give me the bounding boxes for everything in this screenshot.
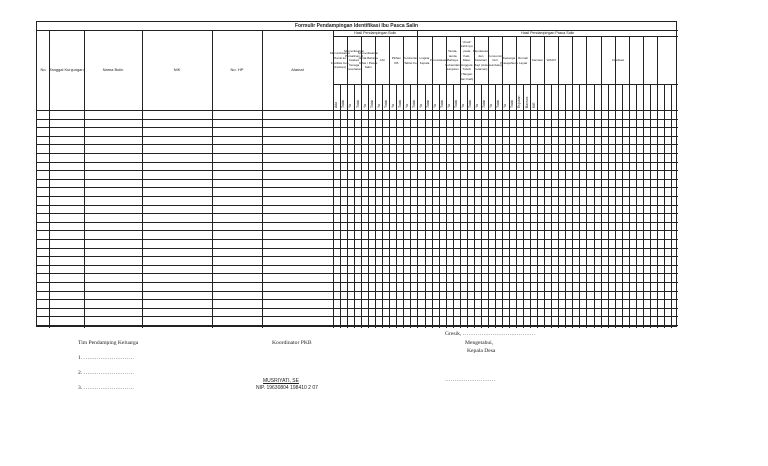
tim-pendamping-title: Tim Pendamping Keluarga [78, 340, 139, 346]
sub-header: Memeriksakan tanda Bahaya Nifas / Pasca Salin [358, 51, 379, 70]
column-line [368, 84, 369, 328]
table-row-line [37, 239, 678, 240]
column-line [453, 84, 454, 328]
answer-label: Tidak [440, 99, 445, 108]
column-line [537, 84, 538, 328]
column-line [636, 84, 637, 328]
column-line [382, 84, 383, 328]
answer-label: Tidak [496, 99, 501, 108]
answer-label: Tidak [341, 99, 346, 108]
answer-label: Tidak [383, 99, 388, 108]
answer-label: Ada [334, 101, 339, 108]
answer-label: Tidak [355, 99, 360, 108]
form-sheet [36, 21, 677, 327]
sub-header: Memeriksakan Hamil ke Fasilitas Kes. (Faskes) [329, 51, 351, 70]
column-line [354, 84, 355, 328]
answer-label: Ya [447, 104, 452, 108]
column-line [671, 84, 672, 328]
column-line [495, 84, 496, 328]
answer-label: Rujukan [517, 95, 522, 108]
place-date: Gresik, ………………………………… [445, 331, 536, 337]
table-row-line [37, 299, 678, 300]
column-header-tanggal: Tanggal Kunjungan [49, 66, 84, 72]
table-row-line [37, 282, 678, 283]
sub-header: Tanda-tanda Bahaya Kehamilan Lanjutan [445, 49, 460, 72]
column-line [467, 84, 468, 328]
table-row-line [37, 230, 678, 231]
answer-label: Tidak [397, 99, 402, 108]
column-line [608, 84, 609, 328]
column-line [509, 84, 510, 328]
sub-header: Memeriksakan Persalinan di Faskes Tenaga Kesehatan [344, 49, 365, 72]
column-header-no: No [40, 66, 46, 72]
table-row-line [37, 265, 678, 266]
subheader-divider [333, 84, 678, 85]
tim-member-3: 3. ……………………… [78, 385, 134, 391]
answer-label: Tidak [425, 99, 430, 108]
answer-label: Ya [503, 104, 508, 108]
answer-label: Ya [418, 104, 423, 108]
table-row-line [37, 205, 678, 206]
kepala-desa-signature: ……………………… [445, 377, 496, 383]
table-row-line [37, 136, 678, 137]
table-row-line [37, 170, 678, 171]
group-header-left: Hasil Pendampingan Bulin [354, 30, 397, 35]
koordinator-name: MUSRIYATI, SE [263, 378, 299, 384]
header-divider [37, 110, 678, 111]
sub-header: ASI [379, 58, 385, 63]
table-row-line [37, 153, 678, 154]
table-row-line [37, 187, 678, 188]
table-row-line [37, 213, 678, 214]
sub-header: Pilihan KB [391, 55, 401, 65]
table-row-line [37, 144, 678, 145]
table-row-line [37, 256, 678, 257]
answer-label: Ya [390, 104, 395, 108]
sub-header: Lingkar Kepala [419, 55, 430, 65]
answer-label: Ya [432, 104, 437, 108]
answer-label: Ya [404, 104, 409, 108]
koordinator-nip: NIP. 19630804 198410 2 07 [256, 385, 318, 391]
sub-header: Sanitasi [531, 58, 543, 63]
tim-member-1: 1. ……………………… [78, 355, 134, 361]
column-line [551, 84, 552, 328]
column-line [396, 84, 397, 328]
column-line [622, 84, 623, 328]
answer-label: Tidak [454, 99, 459, 108]
sub-header: Fasilitasi [612, 58, 625, 63]
tim-member-2: 2. ……………………… [78, 370, 134, 376]
sub-header: WASH [546, 58, 556, 63]
sub-header: Konsumsi Gizi Seimbang [487, 53, 502, 67]
answer-label: Ya [362, 104, 367, 108]
answer-label: Bansos [524, 96, 529, 108]
table-row-line [37, 308, 678, 309]
answer-label: Ya [489, 104, 494, 108]
column-line [650, 84, 651, 328]
table-row-line [37, 325, 678, 326]
column-line [523, 84, 524, 328]
group-header-right: Hasil Pendampingan Pasca Salin [521, 30, 575, 35]
table-row-line [37, 248, 678, 249]
table-row-line [37, 291, 678, 292]
column-line [594, 84, 595, 328]
sub-header: Pemantauan [429, 58, 448, 63]
column-line [439, 84, 440, 328]
table-row-line [37, 127, 678, 128]
form-title: Formulir Pendampingan Identifikasi Ibu Pasca Salin [294, 23, 419, 29]
column-line [579, 84, 580, 328]
column-line [664, 84, 665, 328]
table-row-line [37, 196, 678, 197]
column-line [481, 84, 482, 328]
sub-header: "Anak" Lahirnya pada Kaki, Mata, Anggota Tubuh (Tangan dan Kaki) [460, 39, 474, 81]
table-row-line [37, 179, 678, 180]
answer-label: Ya [461, 104, 466, 108]
sub-header: Mendeteksi dan Kelainan Bayi (Ada Kelainan) [472, 49, 489, 72]
mengetahui-label: Mengetahui, [465, 340, 494, 346]
sub-header: Pemberian Tablet Fe [402, 55, 418, 65]
column-line [565, 84, 566, 328]
answer-label: Tidak [510, 99, 515, 108]
answer-label: Ya [376, 104, 381, 108]
column-header-nama: Nama Bulin [102, 66, 124, 72]
table-row-line [37, 119, 678, 120]
kepala-desa-title: Kepala Desa [467, 348, 496, 354]
table-row-line [37, 222, 678, 223]
table-row-line [37, 273, 678, 274]
sub-header: Rumah Layak [518, 55, 529, 65]
column-line [410, 84, 411, 328]
column-header-hp: No. HP [230, 66, 244, 72]
column-header-nik: NIK [173, 66, 181, 72]
column-line [425, 84, 426, 328]
column-header-alamat: Alamat [291, 66, 304, 72]
column-line [340, 84, 341, 328]
answer-label: Tidak [369, 99, 374, 108]
table-row-line [37, 162, 678, 163]
answer-label: Tidak [411, 99, 416, 108]
answer-label: Ya [348, 104, 353, 108]
answer-label: Tidak [468, 99, 473, 108]
koordinator-title: Koordinator PKB [272, 340, 312, 346]
table-row-line [37, 316, 678, 317]
answer-label: Ya [475, 104, 480, 108]
sub-header: Keluarga Prasejahtera [500, 55, 518, 65]
answer-label: Tidak [482, 99, 487, 108]
answer-label: KIE [531, 102, 536, 108]
